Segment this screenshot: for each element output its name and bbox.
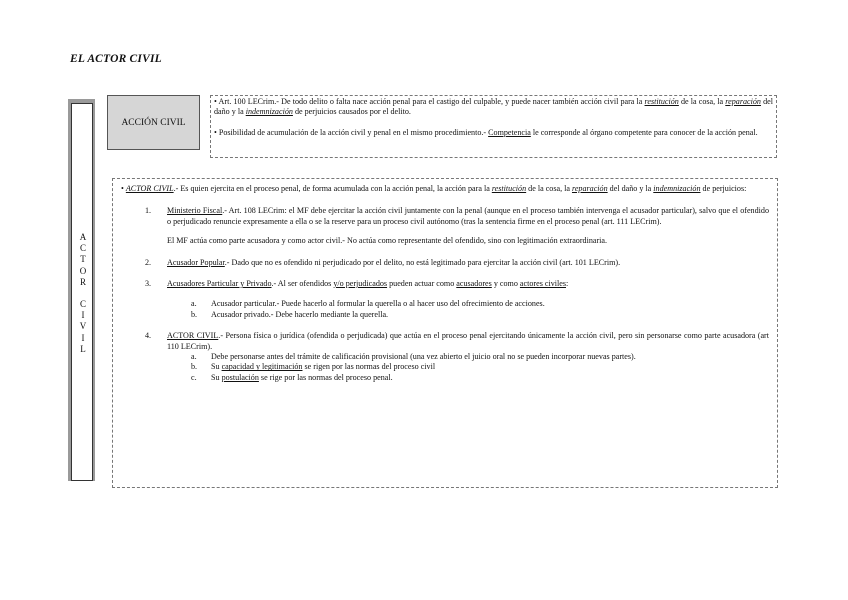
- parties-list: [121, 206, 769, 383]
- intro-term: restitución: [491, 184, 527, 193]
- label-gap: [72, 288, 94, 299]
- label-letter: C: [79, 243, 86, 254]
- intro-term: reparación: [571, 184, 608, 193]
- intro-text: de perjuicios:: [700, 184, 747, 193]
- intro-text: .- Es quien ejercita en el proceso penal, de forma acumulada con la acción penal, la acción para la: [173, 184, 492, 193]
- item-body: .- Art. 108 LECrim: el MF debe ejercitar la acción civil juntamente con la penal (aunque en el proceso también intervenga el acusador particular), salvo que el ofendido o perjudicado renuncie expresamente a ella o se la reserve para un proceso civil autónomo (tras la sentencia firme en el proceso penal (art. 111 LECrim).: [167, 206, 769, 226]
- label-letter: I: [81, 332, 85, 343]
- bullet: •: [121, 184, 126, 193]
- item-number: 3.: [145, 279, 152, 289]
- sub-text: se rige por las normas del proceso penal.: [258, 372, 393, 382]
- sub-item: [167, 310, 769, 320]
- intro-text: de la cosa, la: [526, 184, 572, 193]
- item-term: acusadores: [456, 279, 492, 289]
- label-letter: R: [79, 276, 86, 287]
- item-term: actores civiles: [519, 279, 566, 289]
- page-title: EL ACTOR CIVIL: [70, 53, 162, 65]
- sub-text: Debe personarse antes del trámite de calificación provisional (una vez abierto el juicio oral no se pueden incorporar nuevas partes).: [211, 352, 636, 362]
- item-text: [167, 331, 769, 352]
- label-letter: A: [79, 232, 87, 242]
- note-text: le corresponde al órgano competente para conocer de la acción penal.: [530, 127, 758, 137]
- intro-text: del daño y la: [607, 184, 654, 193]
- vertical-label-text: [72, 232, 94, 355]
- note-text: • Posibilidad de acumulación de la acción civil y penal en el mismo procedimiento.-: [214, 127, 489, 137]
- intro-term: indemnización: [653, 184, 701, 193]
- note-art-100: [214, 97, 773, 118]
- sub-term: postulación: [221, 372, 259, 382]
- item-body: .- Persona física o jurídica (ofendida o perjudicada) que actúa en el proceso penal ejercitando únicamente la acción civil, pero sin personarse como parte acusadora (art 110 LECrim).: [167, 331, 769, 351]
- sub-text: se rigen por las normas del proceso civil: [302, 362, 436, 372]
- item-heading: Acusadores Particular y Privado: [167, 279, 272, 289]
- accion-civil-box: [107, 95, 200, 150]
- label-letter: O: [79, 265, 87, 276]
- item-number: 1.: [145, 206, 152, 216]
- label-letter: C: [79, 299, 86, 310]
- sub-item: [167, 299, 769, 309]
- sub-item: [167, 373, 769, 383]
- sub-list: [167, 352, 769, 383]
- sub-item: [167, 362, 769, 372]
- label-letter: L: [80, 343, 86, 354]
- sub-item: [167, 352, 769, 362]
- item-text: [167, 258, 769, 268]
- item-heading: Acusador Popular: [167, 257, 225, 267]
- note-term: reparación: [725, 97, 761, 106]
- item-text: [167, 206, 769, 227]
- list-item: [121, 279, 769, 320]
- note-acumulacion: [214, 128, 773, 138]
- item-extra: El MF actúa como parte acusadora y como actor civil.- No actúa como representante del ofendido, sino con legitimación extraordinaria.: [167, 236, 608, 246]
- list-item: [121, 258, 769, 268]
- sub-text: Acusador privado.- Debe hacerlo mediante la querella.: [211, 309, 389, 319]
- note-text: de perjuicios causados por el delito.: [292, 107, 411, 117]
- main-content-box: [112, 178, 778, 488]
- item-text: [167, 279, 769, 289]
- note-term: Competencia: [488, 127, 531, 137]
- sub-text: Acusador particular.- Puede hacerlo al formular la querella o al hacer uso del ofrecimiento de acciones.: [211, 299, 545, 309]
- item-body: .- Al ser ofendidos: [271, 279, 334, 289]
- sub-list: [167, 299, 769, 320]
- item-number: 2.: [145, 257, 152, 267]
- label-frame: [71, 103, 93, 481]
- sub-letter: a.: [191, 352, 197, 362]
- note-text: • Art. 100 LECrim.- De todo delito o falta nace acción penal para el castigo del culpable, y puede nacer también acción civil para la: [214, 97, 645, 106]
- sub-letter: b.: [191, 362, 198, 372]
- sub-letter: c.: [191, 372, 197, 382]
- list-item: [121, 331, 769, 383]
- intro-term: ACTOR CIVIL: [125, 184, 174, 193]
- note-text: de la cosa, la: [678, 97, 726, 106]
- label-letter: T: [80, 254, 86, 265]
- item-body: .- Dado que no es ofendido ni perjudicado por el delito, no está legitimado para ejercitar la acción civil (art. 101 LECrim).: [224, 257, 621, 267]
- sub-text: Su: [211, 372, 222, 382]
- sub-letter: a.: [191, 299, 197, 309]
- note-term: indemnización: [245, 107, 293, 117]
- item-term: y/o perjudicados: [333, 279, 388, 289]
- sub-text: Su: [211, 362, 222, 372]
- accion-civil-label: ACCIÓN CIVIL: [121, 117, 186, 128]
- sub-term: capacidad y legitimación: [221, 362, 303, 372]
- item-body: pueden actuar como: [387, 279, 457, 289]
- item-body: y como: [491, 279, 520, 289]
- note-term: restitución: [644, 97, 679, 106]
- label-letter: I: [81, 310, 85, 321]
- list-item: [121, 206, 769, 246]
- note-text: del daño y la: [214, 97, 773, 117]
- item-body: :: [566, 279, 569, 289]
- vertical-label-box: [68, 99, 97, 483]
- label-letter: V: [79, 321, 87, 332]
- intro-paragraph: [121, 184, 769, 194]
- sub-letter: b.: [191, 309, 198, 319]
- item-number: 4.: [145, 331, 152, 341]
- item-heading: Ministerio Fiscal: [167, 206, 223, 216]
- item-heading: ACTOR CIVIL: [167, 331, 219, 341]
- notes-box: [210, 95, 777, 158]
